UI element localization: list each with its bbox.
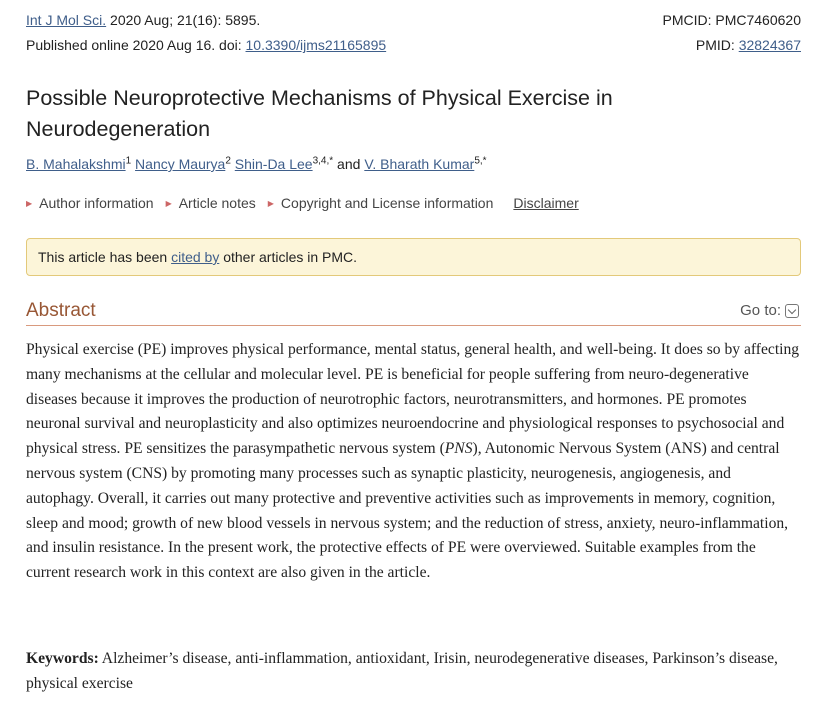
triangle-right-icon: ▶: [267, 198, 274, 208]
author-separator: and: [333, 156, 365, 172]
abstract-part-2: ), Autonomic Nervous System (ANS) and central nervous system (CNS) by promoting many processes such as synaptic plasticity, neurogenesis, angiogenesis, and autophagy. Overall, it carries out many protective and preventive activities such as improvements in memory, cognition, sleep and mood; growth of new blood vessels in nervous system; and the reduction of stress, anxiety, neuro-inflammation, and insulin resistance. In the present work, the protective effects of PE were overviewed. Suitable examples from the current research work in this context are also given in the article.: [26, 440, 789, 582]
pmid-label: PMID:: [695, 37, 739, 53]
goto-menu[interactable]: [740, 302, 799, 319]
citation-line-1: [26, 12, 801, 28]
article-notes-toggle[interactable]: ▶ Article notes: [165, 195, 256, 211]
author-affiliation: 2: [225, 155, 231, 167]
citation-line-2: [26, 37, 801, 53]
doi-link[interactable]: 10.3390/ijms21165895: [245, 37, 387, 53]
keywords-label: Keywords:: [26, 650, 99, 667]
journal-citation: [26, 12, 260, 28]
author-affiliation: 1: [125, 155, 132, 167]
notice-prefix: This article has been: [38, 249, 172, 265]
pmid-info: [696, 37, 801, 53]
published-text: Published online 2020 Aug 16. doi:: [26, 37, 246, 53]
goto-label: Go to:: [740, 302, 781, 319]
chevron-down-icon[interactable]: [785, 304, 799, 318]
triangle-right-icon: ▶: [165, 198, 172, 208]
author-link[interactable]: V. Bharath Kumar: [364, 156, 475, 172]
author-list: [26, 156, 487, 172]
author-link[interactable]: B. Mahalakshmi: [26, 156, 126, 172]
author-link[interactable]: Nancy Maurya: [135, 156, 226, 172]
article-title: Possible Neuroprotective Mechanisms of Physical Exercise in Neurodegeneration: [26, 86, 613, 141]
abstract-part-1: Physical exercise (PE) improves physical performance, mental status, general health, and well-being. It does so by affecting many mechanisms at the cellular and molecular level. PE is beneficial for people suffering from neuro-degenerative diseases because it improves the production of neurotrophic factors, neurotransmitters, and hormones. PE promotes neuronal survival and neuroplasticity and also optimizes neuroendocrine and physiological responses to psychosocial and physical stress. PE sensitizes the parasympathetic nervous system (: [26, 341, 800, 458]
keywords: [26, 647, 801, 697]
abstract-text: [26, 338, 801, 586]
abstract-italic: PNS: [444, 440, 473, 458]
issue-text: 2020 Aug; 21(16): 5895.: [106, 12, 261, 28]
keywords-text: Alzheimer’s disease, anti-inflammation, antioxidant, Irisin, neurodegenerative diseases, Parkinson’s disease, physical exercise: [26, 650, 778, 692]
copyright-toggle[interactable]: ▶ Copyright and License information: [267, 195, 494, 211]
cited-by-link[interactable]: cited by: [171, 249, 220, 265]
triangle-right-icon: ▶: [26, 198, 33, 208]
author-link[interactable]: Shin-Da Lee: [234, 156, 313, 172]
author-information-toggle[interactable]: ▶ Author information: [26, 195, 154, 211]
journal-link[interactable]: Int J Mol Sci.: [26, 12, 107, 28]
author-affiliation: 5,*: [474, 155, 487, 167]
pmcid: PMCID: PMC7460620: [662, 12, 801, 28]
article-info-toggles: [26, 195, 579, 211]
abstract-heading: Abstract: [26, 300, 96, 321]
cited-by-notice: [26, 238, 801, 276]
pmid-link[interactable]: 32824367: [738, 37, 801, 53]
abstract-header: [26, 300, 801, 326]
published-info: [26, 37, 386, 53]
author-affiliation: 3,4,*: [312, 155, 334, 167]
notice-suffix: other articles in PMC.: [219, 249, 358, 265]
disclaimer-link[interactable]: Disclaimer: [513, 195, 579, 211]
